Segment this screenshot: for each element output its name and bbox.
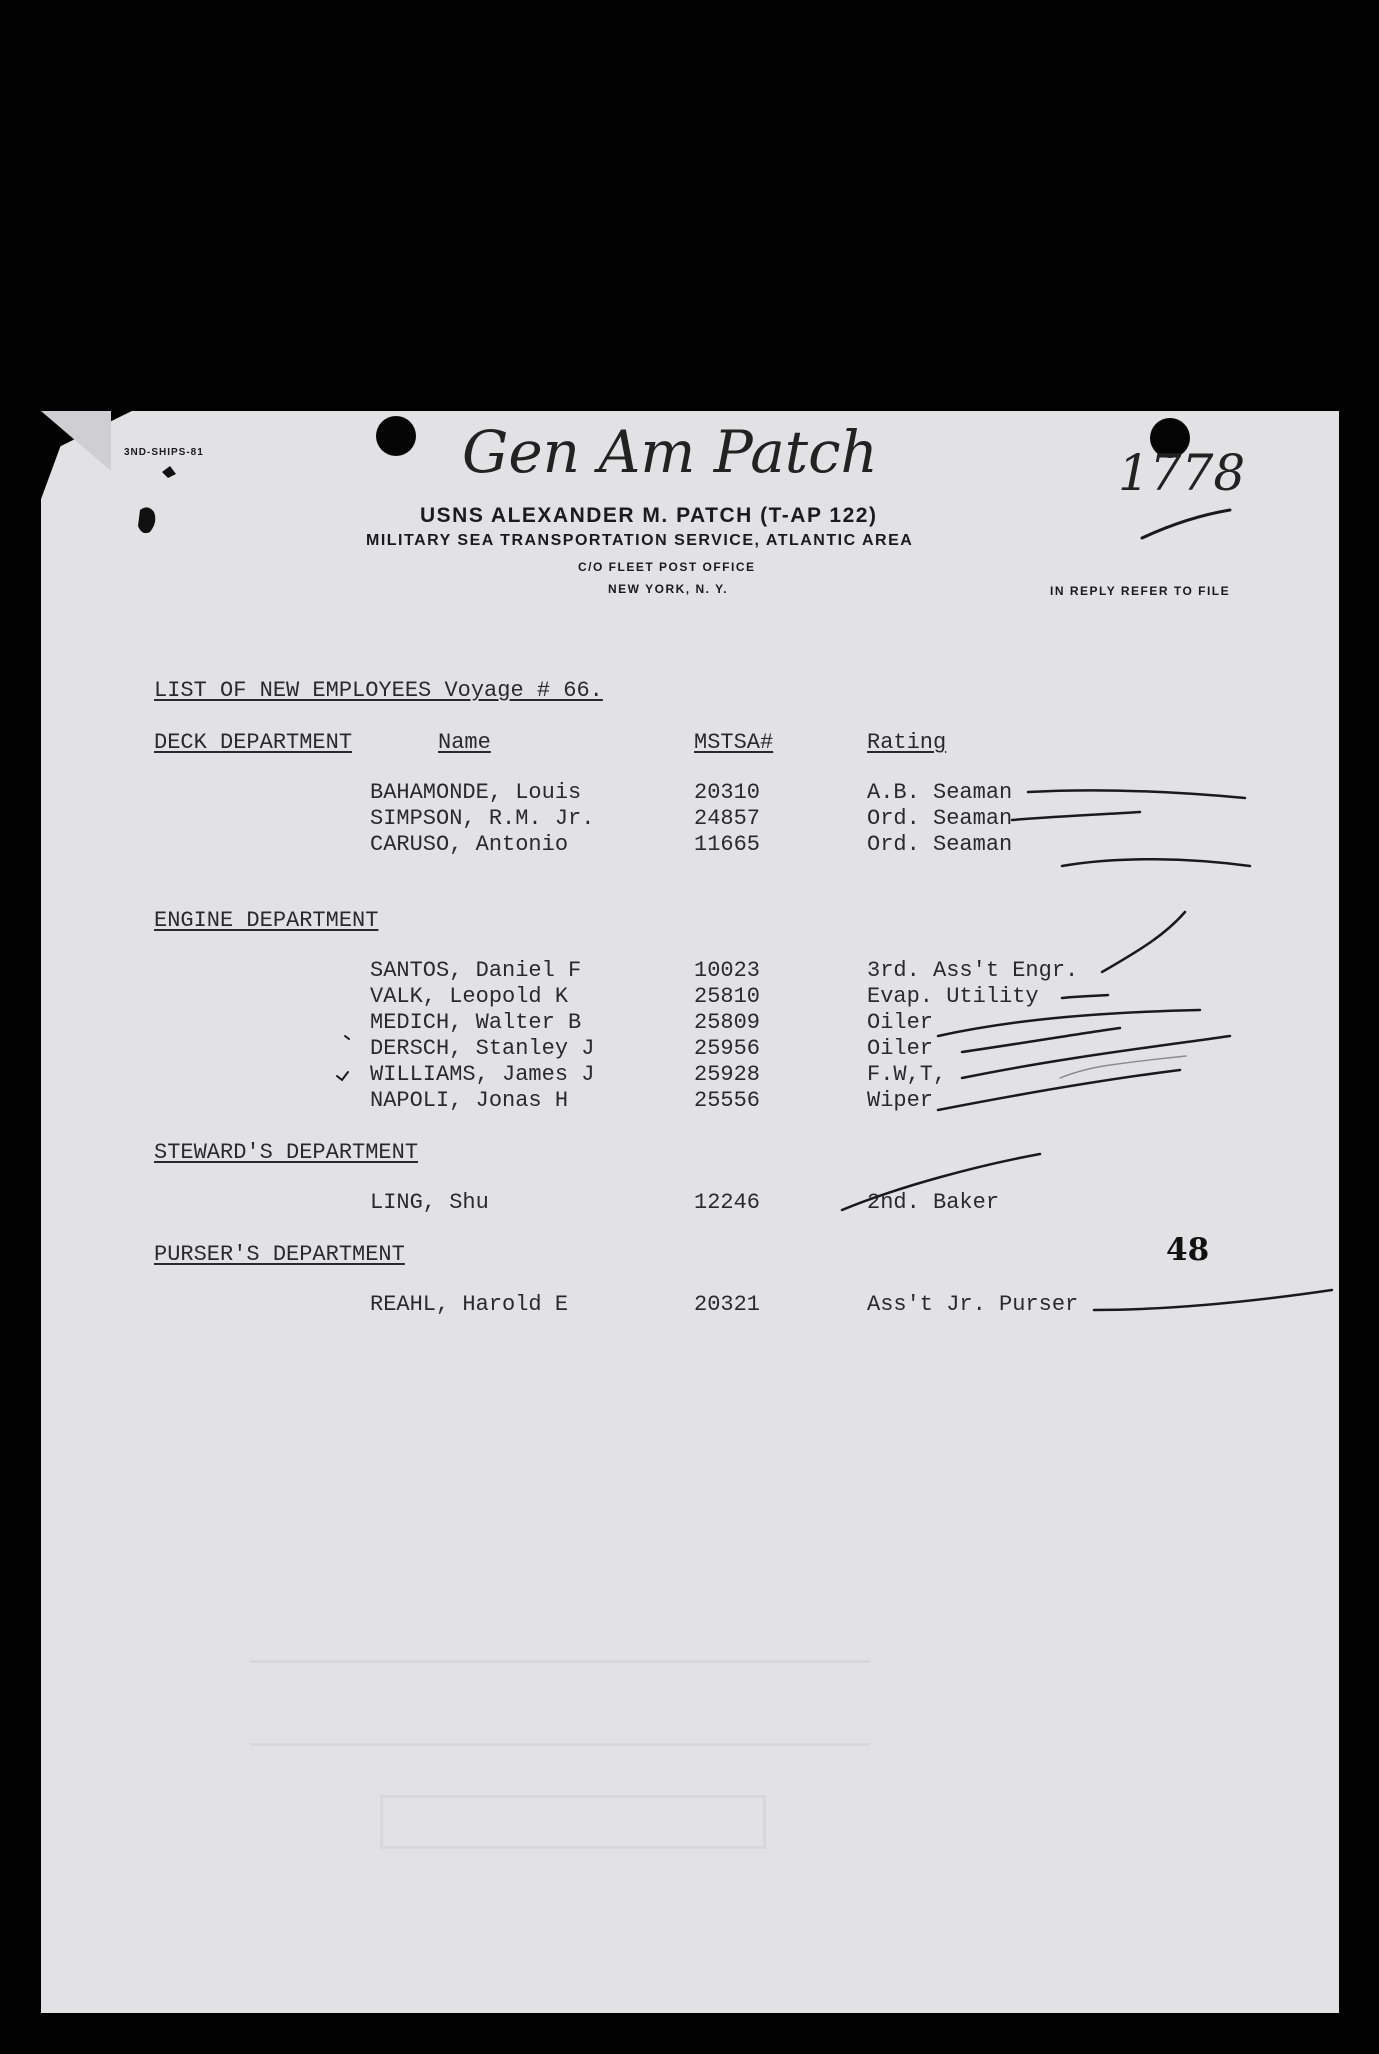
employee-number: 12246 [694,1190,761,1215]
letterhead-address-2: NEW YORK, N. Y. [608,582,729,596]
employee-name: MEDICH, Walter B [370,1010,582,1035]
employee-number: 10023 [694,958,761,983]
check-stroke [1142,510,1230,538]
check-stroke [1062,995,1108,998]
letterhead-service: MILITARY SEA TRANSPORTATION SERVICE, ATLANTIC AREA [366,532,914,549]
employee-rating: Ord. Seaman [867,806,1013,831]
dept-steward-label: STEWARD'S DEPARTMENT [154,1140,419,1165]
handwritten-ship-name: Gen Am Patch [462,418,878,486]
column-header-number: MSTSA# [694,730,774,755]
dept-engine-label: ENGINE DEPARTMENT [154,908,379,933]
column-header-rating: Rating [867,730,947,755]
employee-number: 25956 [694,1036,761,1061]
employee-number: 20321 [694,1292,761,1317]
letterhead-ship: USNS ALEXANDER M. PATCH (T-AP 122) [420,504,878,527]
employee-rating: Oiler [867,1010,934,1035]
form-number: 3ND-SHIPS-81 [124,447,204,458]
check-stroke [1012,812,1140,820]
employee-number: 25928 [694,1062,761,1087]
employee-rating: 3rd. Ass't Engr. [867,958,1079,983]
check-stroke [962,1036,1230,1078]
employee-name: SANTOS, Daniel F [370,958,582,983]
employee-number: 25810 [694,984,761,1009]
check-stroke [1028,790,1245,798]
employee-number: 20310 [694,780,761,805]
list-title: LIST OF NEW EMPLOYEES Voyage # 66. [154,678,603,703]
employee-rating: Evap. Utility [867,984,1039,1009]
employee-number: 11665 [694,832,761,857]
employee-name: DERSCH, Stanley J [370,1036,595,1061]
dept-deck-label: DECK DEPARTMENT [154,730,353,755]
stamp-blot [138,507,155,533]
check-stroke [938,1010,1200,1036]
reply-note: IN REPLY REFER TO FILE [1050,584,1231,598]
employee-rating: A.B. Seaman [867,780,1013,805]
employee-rating: Oiler [867,1036,934,1061]
dept-purser-label: PURSER'S DEPARTMENT [154,1242,405,1267]
check-stroke [842,1154,1040,1210]
employee-rating: F.W,T, [867,1062,947,1087]
employee-rating: Wiper [867,1088,934,1113]
check-stroke [1060,1056,1186,1078]
check-stroke [1062,859,1250,866]
column-header-name: Name [438,730,491,755]
employee-name: NAPOLI, Jonas H [370,1088,569,1113]
stamp-blot [162,466,176,478]
check-stroke [962,1028,1120,1052]
employee-name: CARUSO, Antonio [370,832,569,857]
employee-name: WILLIAMS, James J [370,1062,595,1087]
check-stroke [345,1036,349,1039]
employee-number: 25556 [694,1088,761,1113]
employee-name: VALK, Leopold K [370,984,569,1009]
check-stroke [1094,1290,1332,1310]
employee-number: 25809 [694,1010,761,1035]
employee-rating: Ord. Seaman [867,832,1013,857]
employee-name: SIMPSON, R.M. Jr. [370,806,595,831]
letterhead-address-1: C/O FLEET POST OFFICE [578,560,756,574]
employee-rating: Ass't Jr. Purser [867,1292,1079,1317]
employee-name: LING, Shu [370,1190,489,1215]
employee-rating: 2nd. Baker [867,1190,1000,1215]
page-number: 48 [1166,1232,1210,1268]
employee-name: REAHL, Harold E [370,1292,569,1317]
handwritten-file-number: 1778 [1118,444,1246,502]
employee-number: 24857 [694,806,761,831]
check-stroke [1102,912,1185,972]
employee-name: BAHAMONDE, Louis [370,780,582,805]
check-stroke [337,1072,348,1080]
